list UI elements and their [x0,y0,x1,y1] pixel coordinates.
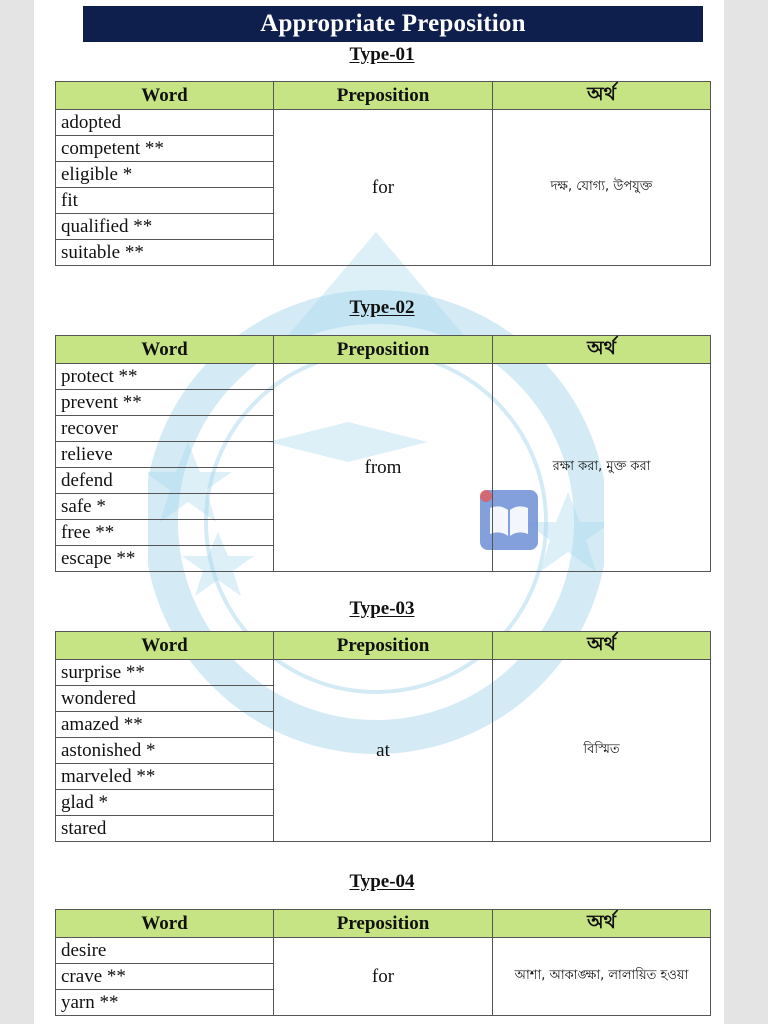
word-list [56,938,274,1015]
header-preposition: Preposition [274,336,493,363]
header-meaning: অর্থ [587,911,616,933]
preposition-table-type-02 [55,335,711,572]
section-heading-type-04: Type-04 [349,871,415,892]
header-meaning: অর্থ [587,633,616,655]
preposition-table-type-03 [55,631,711,842]
meaning-cell: দক্ষ, যোগ্য, উপযুক্ত [550,179,653,194]
header-word: Word [56,336,274,363]
word-cell: qualified ** [56,214,273,240]
word-list [56,660,274,841]
section-heading-type-01: Type-01 [349,44,415,65]
word-cell: amazed ** [56,712,273,738]
word-cell: safe * [56,494,273,520]
word-cell: defend [56,468,273,494]
meaning-cell: রক্ষা করা, মুক্ত করা [552,459,651,474]
word-cell: prevent ** [56,390,273,416]
header-preposition: Preposition [274,82,493,109]
preposition-cell: for [274,110,493,265]
word-cell: protect ** [56,364,273,390]
word-cell: surprise ** [56,660,273,686]
header-preposition: Preposition [274,910,493,937]
table-header-row [56,632,710,660]
table-header-row [56,910,710,938]
meaning-cell: বিস্মিত [583,742,620,757]
word-cell: yarn ** [61,992,119,1013]
header-word: Word [56,82,274,109]
word-cell: stared [61,818,107,839]
word-cell: eligible * [56,162,273,188]
word-cell: glad * [56,790,273,816]
preposition-table-type-04 [55,909,711,1016]
header-meaning: অর্থ [587,83,616,105]
word-cell: recover [56,416,273,442]
section-heading-type-02: Type-02 [349,297,415,318]
word-cell: marveled ** [56,764,273,790]
page-title: Appropriate Preposition [83,6,703,42]
header-meaning: অর্থ [587,337,616,359]
word-cell: desire [56,938,273,964]
header-preposition: Preposition [274,632,493,659]
word-cell: wondered [56,686,273,712]
preposition-cell: from [274,364,493,571]
header-word: Word [56,910,274,937]
word-cell: relieve [56,442,273,468]
word-cell: suitable ** [61,242,144,263]
word-cell: crave ** [56,964,273,990]
table-header-row [56,82,710,110]
word-cell: competent ** [56,136,273,162]
header-word: Word [56,632,274,659]
word-cell: free ** [56,520,273,546]
section-heading-type-03: Type-03 [349,598,415,619]
word-list [56,364,274,571]
table-header-row [56,336,710,364]
word-cell: fit [56,188,273,214]
word-cell: astonished * [56,738,273,764]
word-cell: adopted [56,110,273,136]
meaning-cell: আশা, আকাঙ্ক্ষা, লালায়িত হওয়া [514,968,689,983]
preposition-cell: for [274,938,493,1015]
word-list [56,110,274,265]
word-cell: escape ** [61,548,136,569]
preposition-table-type-01 [55,81,711,266]
preposition-cell: at [274,660,493,841]
